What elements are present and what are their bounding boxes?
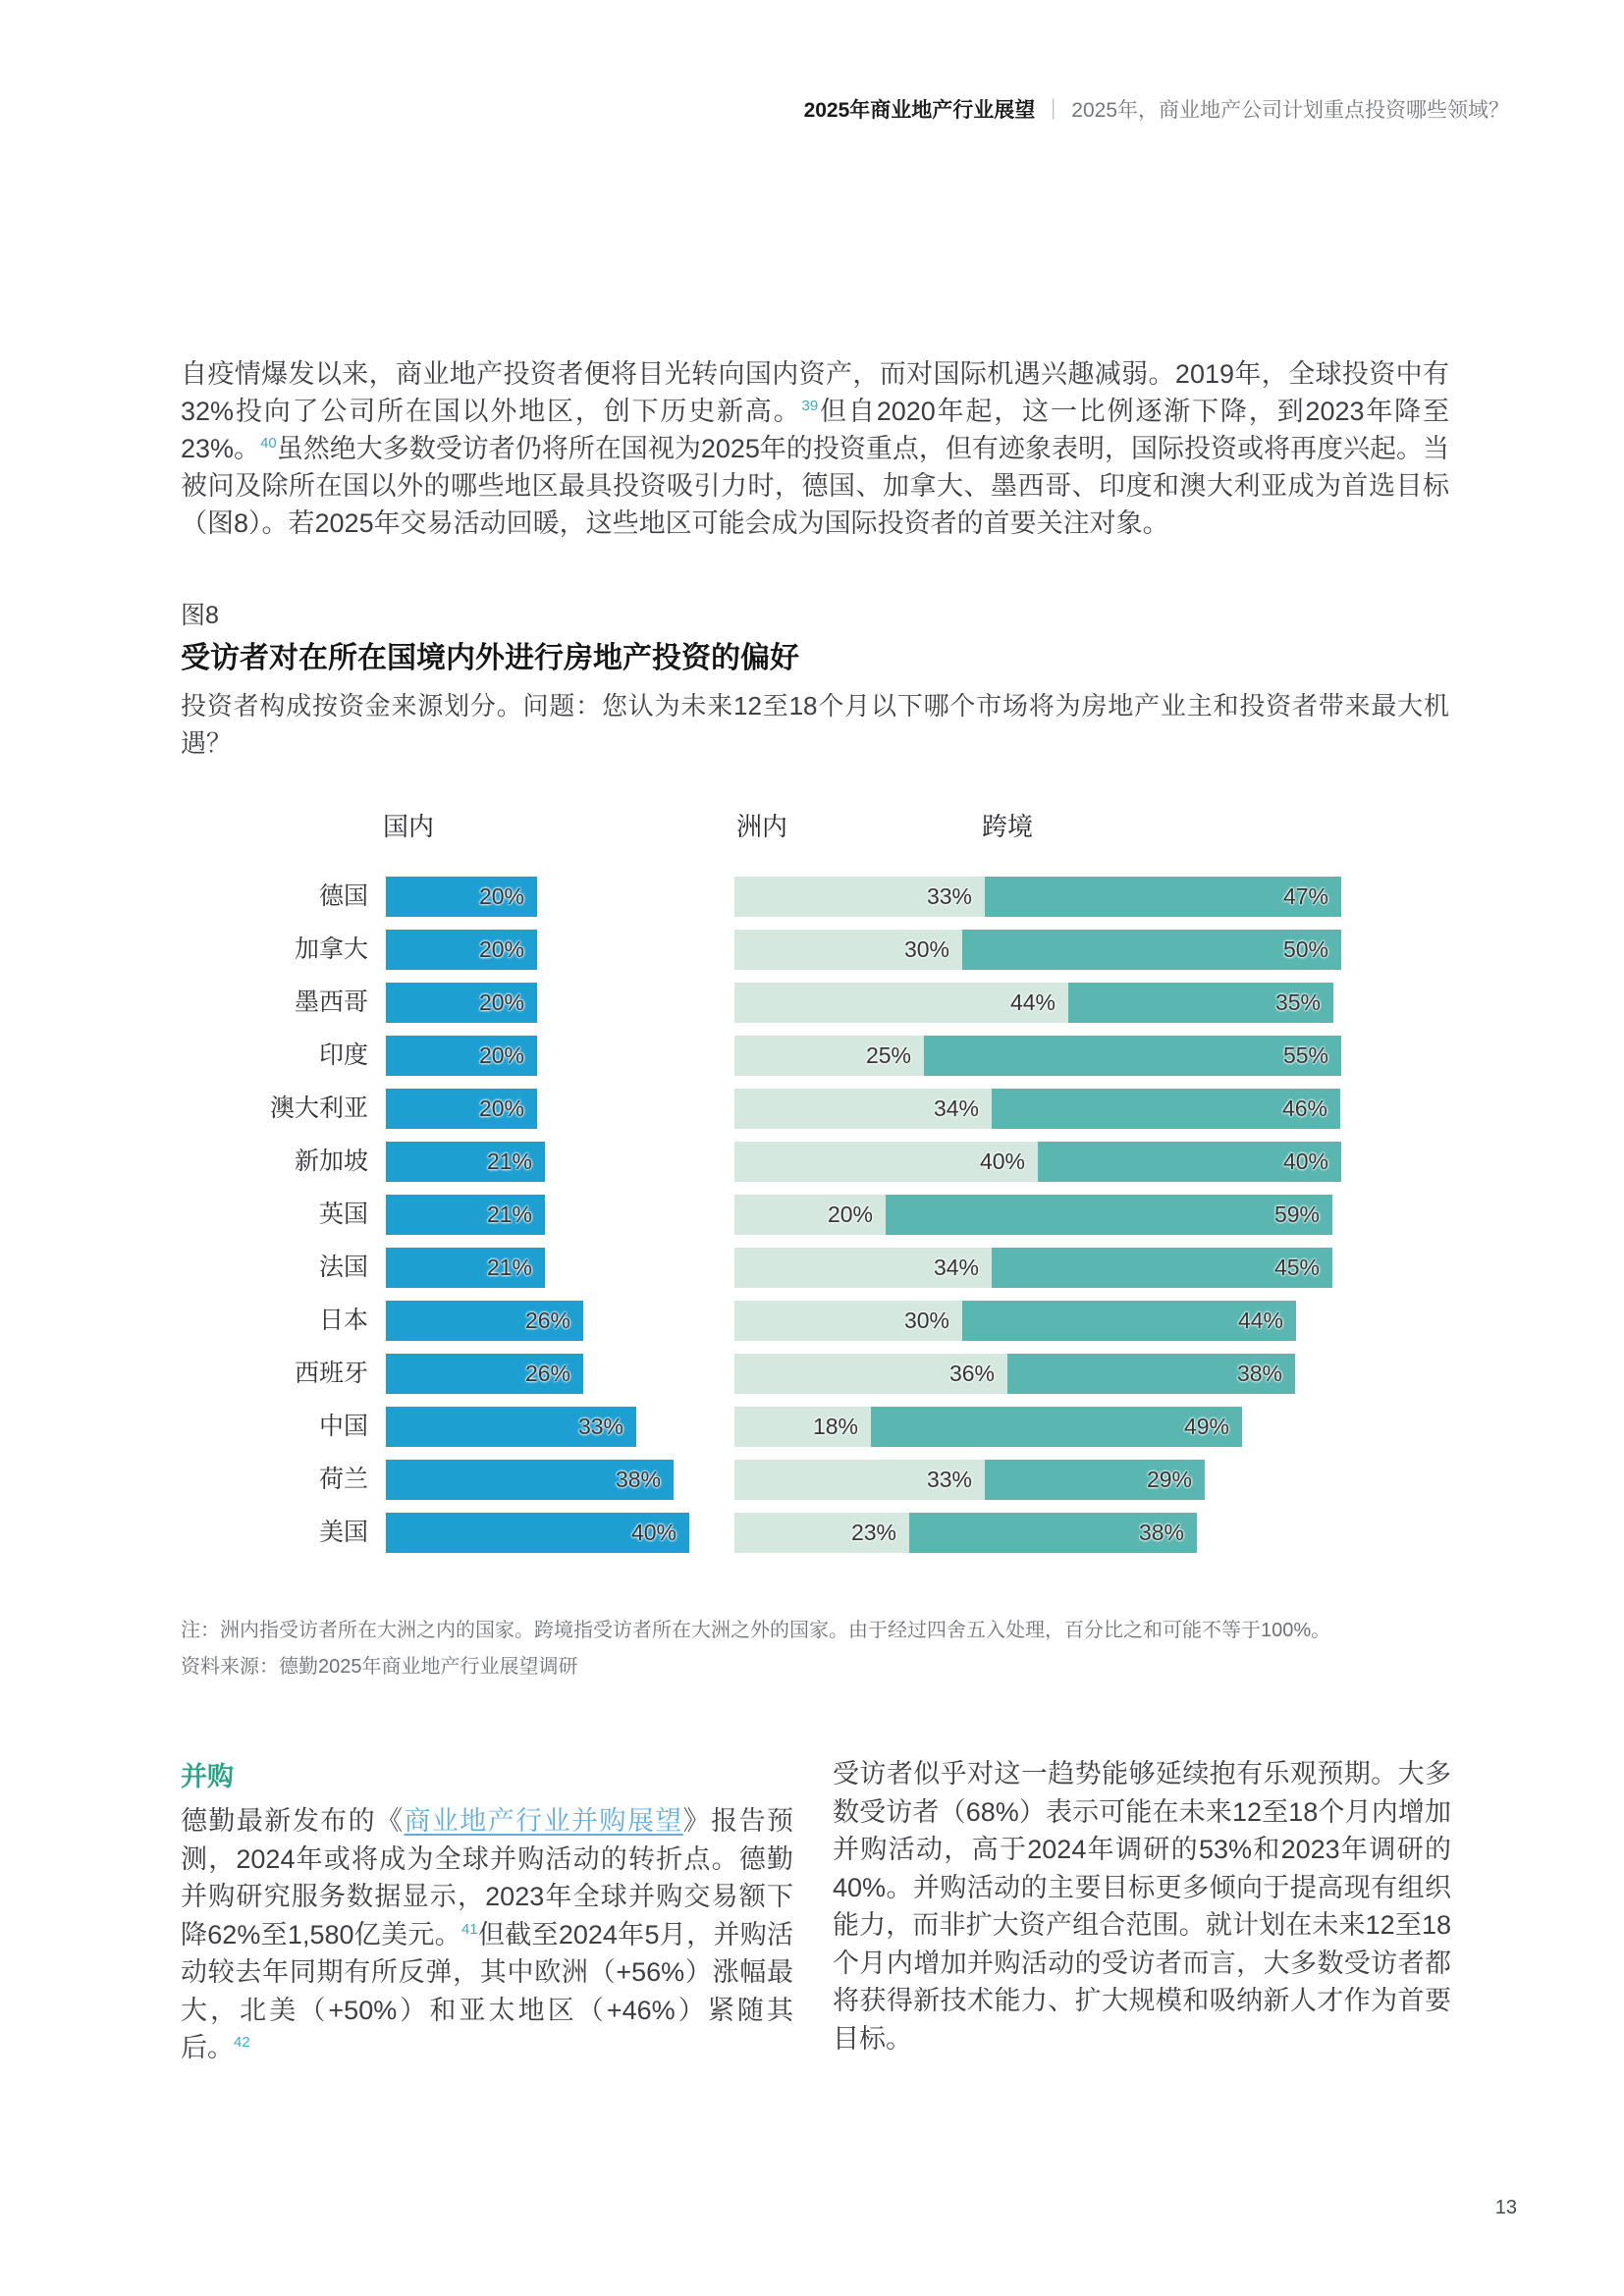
footnote-ref-40[interactable]: 40 [260,435,277,452]
ma-right-column [833,1755,1451,2057]
chart-row [0,1142,1624,1182]
figure-title: 受访者对在所在国境内外进行房地产投资的偏好 [181,642,799,674]
domestic-bar: 26% [386,1301,583,1341]
ma-right-paragraph: 受访者似乎对这一趋势能够延续抱有乐观预期。大多数受访者（68%）表示可能在未来12至18个月内增加并购活动，高于2024年调研的53%和2023年调研的40%。并购活动的主要目标更多倾向于提高现有组织能力，而非扩大资产组合范围。就计划在未来12至18个月内增加并购活动的受访者而言，大多数受访者都将获得新技术能力、扩大规模和吸纳新人才作为首要目标。 [833,1759,1451,2054]
column-header-crossborder: 跨境 [982,812,1034,841]
country-label: 加拿大 [294,935,368,963]
running-header-separator: ｜ [1043,99,1064,122]
country-label: 德国 [318,882,368,910]
chart-row [0,1036,1624,1076]
ma-left-text-1: 德勤最新发布的《 [181,1806,405,1836]
crossborder-bar: 38% [1007,1354,1295,1394]
crossborder-bar: 44% [962,1301,1296,1341]
crossborder-bar: 50% [962,930,1341,970]
domestic-bar: 20% [386,930,537,970]
running-header-report-title: 2025年商业地产行业展望 [803,99,1036,122]
crossborder-bar: 47% [985,877,1341,917]
crossborder-bar: 40% [1038,1142,1341,1182]
intracontinental-bar: 18% [734,1407,871,1447]
domestic-bar: 20% [386,1036,537,1076]
crossborder-bar: 45% [992,1248,1332,1288]
intracontinental-bar: 30% [734,930,962,970]
country-label: 新加坡 [294,1148,368,1175]
figure-note-line: 注：洲内指受访者所在大洲之内的国家。跨境指受访者所在大洲之外的国家。由于经过四舍五入处理，百分比之和可能不等于100%。 [181,1620,1331,1641]
chart-row [0,1089,1624,1129]
chart-row [0,1513,1624,1553]
figure-notes [181,1613,1449,1685]
running-header [804,94,1509,124]
intracontinental-bar: 33% [734,1460,985,1500]
chart-row [0,1301,1624,1341]
ma-section-heading: 并购 [181,1762,234,1791]
chart-row [0,1248,1624,1288]
intro-text-3: 虽然绝大多数受访者仍将所在国视为2025年的投资重点，但有迹象表明，国际投资或将再度兴起。当被问及除所在国以外的哪些地区最具投资吸引力时，德国、加拿大、墨西哥、印度和澳大利亚成为首选目标（图8）。若2025年交易活动回暖，这些地区可能会成为国际投资者的首要关注对象。 [181,434,1450,538]
chart-row [0,930,1624,970]
domestic-bar: 33% [386,1407,636,1447]
intracontinental-bar: 33% [734,877,985,917]
figure-source-line: 资料来源：德勤2025年商业地产行业展望调研 [181,1656,578,1678]
intracontinental-bar: 36% [734,1354,1007,1394]
domestic-bar: 21% [386,1195,545,1235]
crossborder-bar: 55% [924,1036,1341,1076]
crossborder-bar: 35% [1068,983,1333,1023]
domestic-bar: 40% [386,1513,689,1553]
ma-left-text-2: 》报告预测，2024年或将成为全球并购活动的转折点。德勤并购研究服务数据显示，2023年全球并购交易额下降62%至1,580亿美元。 [181,1806,794,1949]
intracontinental-bar: 25% [734,1036,924,1076]
intro-text-2: 但自2020年起，这一比例逐渐下降，到2023年降至23%。 [181,397,1449,463]
domestic-bar: 21% [386,1142,545,1182]
column-header-domestic: 国内 [383,812,435,841]
domestic-bar: 38% [386,1460,674,1500]
chart-row [0,1195,1624,1235]
country-label: 英国 [318,1201,368,1228]
domestic-bar: 26% [386,1354,583,1394]
intro-text-1: 自疫情爆发以来，商业地产投资者便将目光转向国内资产，而对国际机遇兴趣减弱。2019年，全球投资中有32%投向了公司所在国以外地区，创下历史新高。 [181,359,1449,426]
intracontinental-bar: 44% [734,983,1068,1023]
figure-number: 图8 [181,602,219,629]
column-header-intracontinental: 洲内 [736,812,788,841]
intro-paragraph [181,355,1449,542]
country-label: 日本 [318,1307,368,1334]
intracontinental-bar: 23% [734,1513,909,1553]
chart-row [0,1354,1624,1394]
domestic-bar: 20% [386,1089,537,1129]
ma-left-paragraph [181,1802,793,2067]
footnote-ref-42[interactable]: 42 [234,2034,250,2051]
crossborder-bar: 38% [909,1513,1197,1553]
chart-row [0,1460,1624,1500]
figure-subtitle: 投资者构成按资金来源划分。问题：您认为未来12至18个月以下哪个市场将为房地产业主和投资者带来最大机遇？ [181,691,1449,758]
running-header-chapter-title: 2025年，商业地产公司计划重点投资哪些领域？ [1071,99,1509,122]
crossborder-bar: 29% [985,1460,1205,1500]
country-label: 墨西哥 [294,988,368,1016]
chart-row [0,983,1624,1023]
intracontinental-bar: 34% [734,1248,992,1288]
crossborder-bar: 59% [886,1195,1332,1235]
intracontinental-bar: 30% [734,1301,962,1341]
country-label: 印度 [318,1041,368,1069]
domestic-bar: 20% [386,983,537,1023]
country-label: 美国 [318,1519,368,1546]
country-label: 中国 [318,1413,368,1440]
crossborder-bar: 49% [871,1407,1242,1447]
intracontinental-bar: 40% [734,1142,1038,1182]
page-number: 13 [1494,2197,1517,2218]
country-label: 西班牙 [294,1360,368,1387]
chart-row [0,1407,1624,1447]
domestic-bar: 20% [386,877,537,917]
ma-outlook-report-link[interactable]: 商业地产行业并购展望 [404,1806,683,1836]
ma-left-text-3: 但截至2024年5月，并购活动较去年同期有所反弹，其中欧洲（+56%）涨幅最大，北美（+50%）和亚太地区（+46%）紧随其后。 [181,1919,793,2062]
country-label: 法国 [318,1254,368,1281]
crossborder-bar: 46% [992,1089,1340,1129]
country-label: 澳大利亚 [269,1095,368,1122]
country-label: 荷兰 [318,1466,368,1493]
intracontinental-bar: 34% [734,1089,992,1129]
footnote-ref-41[interactable]: 41 [460,1920,478,1938]
chart-row [0,877,1624,917]
domestic-bar: 21% [386,1248,545,1288]
intracontinental-bar: 20% [734,1195,886,1235]
ma-left-column [181,1755,793,2067]
footnote-ref-39[interactable]: 39 [801,398,819,414]
